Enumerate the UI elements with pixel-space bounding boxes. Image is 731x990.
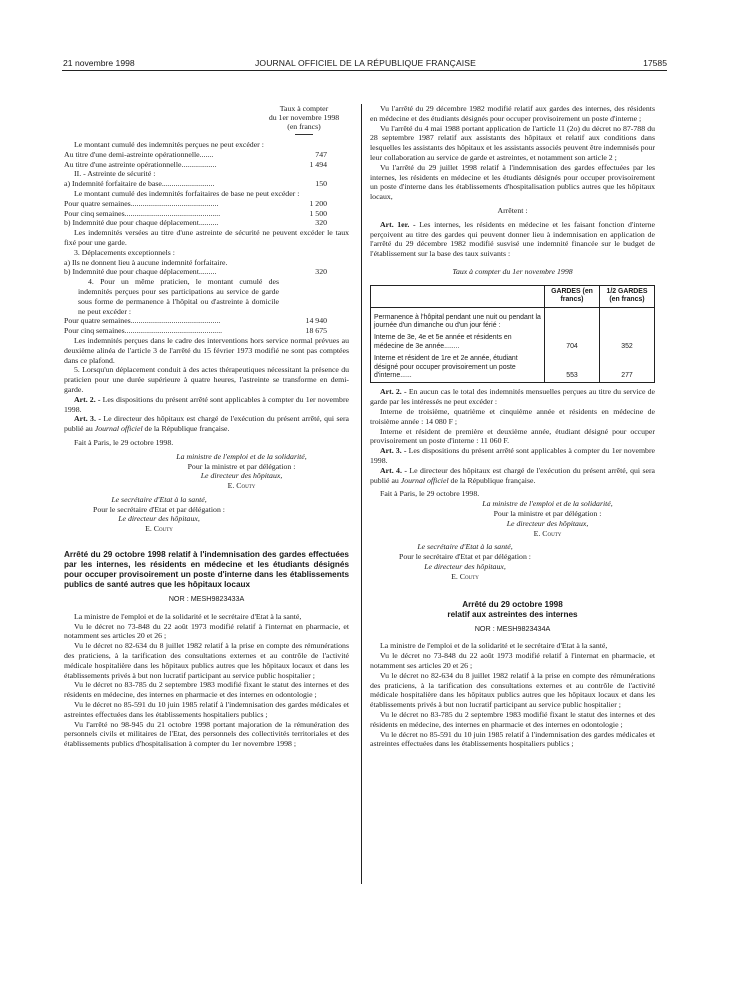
rate-value: 18 675 [305, 326, 327, 336]
signature-line: Le directeur des hôpitaux, [118, 514, 200, 524]
article-2 [64, 395, 349, 415]
article-label: Art. 3. - [380, 446, 407, 456]
paragraph: Vu le décret no 83-785 du 2 septembre 1983 modifié fixant le statut des internes et des résidents en médecine, des internes en pharmacie et des internes en odontologie ; [64, 680, 349, 700]
paragraph: 4. Pour un même praticien, le montant cumulé des indemnités perçues pour ses participations au service de garde sous forme de permanence à l'hôpital ou d'astreinte à domicile ne peut excéder : [78, 277, 279, 316]
signature-name: E. Couty [533, 528, 562, 538]
table-cell-value: 277 [600, 353, 655, 382]
signing-place-date: Fait à Paris, le 29 octobre 1998. [74, 437, 174, 447]
article-4 [370, 466, 655, 486]
rate-value: 1 494 [309, 159, 327, 169]
article-label: Art. 1er. - [380, 219, 416, 229]
rate-row [64, 160, 349, 170]
paragraph: Vu l'arrêté du 29 juillet 1998 relatif à l'indemnisation des gardes effectuées par les internes, les résidents en médecine et les étudiants désignés pour occuper provisoirement un poste d'interne dans les établissements d'hospitalisation publics autres que les hôpitaux locaux, [370, 162, 655, 202]
table-cell-label: Interne et résident de 1re et 2e année, étudiant désigné pour occuper provisoirement un poste d'interne...... [374, 355, 518, 379]
signature-line: Pour la ministre et par délégation : [187, 461, 296, 471]
paragraph: Les indemnités versées au titre d'une astreinte de sécurité ne peuvent excéder le taux fixé pour une garde. [64, 228, 349, 247]
decree-title: Arrêté du 29 octobre 1998 [462, 599, 563, 609]
rate-label: b) Indemnité due pour chaque déplacement.......... [64, 218, 219, 228]
paragraph: Le montant cumulé des indemnités forfaitaires de base ne peut excéder : [74, 188, 300, 198]
article-3 [64, 414, 349, 434]
paragraph: Interne et résident de première et deuxième année, étudiant désigné pour occuper provisoirement un poste d'interne : 11 060 F. [370, 426, 655, 446]
page-number: 17585 [643, 58, 667, 68]
rate-row [64, 199, 349, 209]
signature-block [64, 495, 254, 534]
paragraph: Vu l'arrêté du 29 décembre 1982 modifié relatif aux gardes des internes, des résidents en médecine et des étudiants désignés pour occuper provisoirement un poste d'interne ; [370, 104, 655, 123]
signature-line: Le secrétaire d'Etat à la santé, [111, 494, 207, 504]
nor-reference: NOR : MESH9823434A [474, 623, 551, 633]
rate-header-line: du 1er novembre 1998 [268, 113, 340, 122]
decree-subtitle: relatif aux astreintes des internes [447, 609, 578, 619]
rate-value: 747 [315, 149, 327, 159]
table-cell-label: Interne de 3e, 4e et 5e année et résidents en médecine de 3e année........ [374, 334, 512, 350]
rate-header [254, 104, 354, 135]
table-header-demi-gardes: 1/2 GARDES (en francs) [600, 286, 655, 307]
rate-label: Pour quatre semaines............................................. [64, 198, 219, 208]
rate-row [64, 218, 349, 228]
table-caption: Taux à compter du 1er novembre 1998 [452, 266, 573, 276]
rate-row [64, 209, 349, 219]
paragraph: Vu le décret no 73-848 du 22 août 1973 modifié relatif à l'internat en pharmacie, et notamment ses articles 20 et 26 ; [64, 621, 349, 641]
table-header-gardes: GARDES (en francs) [545, 286, 600, 307]
article-text: de la République française. [448, 475, 536, 485]
signature-line: La ministre de l'emploi et de la solidarité, [482, 499, 613, 509]
page-date: 21 novembre 1998 [63, 58, 135, 68]
nor-reference: NOR : MESH9823433A [168, 594, 245, 604]
paragraph: Le montant cumulé des indemnités perçues ne peut excéder : [74, 140, 264, 149]
article-text: Les dispositions du présent arrêté sont applicables à compter du 1er novembre 1998. [370, 446, 655, 465]
rate-header-dash [295, 134, 313, 135]
paragraph: 5. Lorsqu'un déplacement conduit à des actes thérapeutiques nécessitant la présence du praticien pour une durée supérieure à quatre heures, l'astreinte se transforme en demi-garde. [64, 365, 349, 394]
signature-line: Pour la ministre et par délégation : [493, 508, 602, 518]
rate-row [64, 150, 349, 160]
article-label: Art. 3. - [74, 414, 101, 424]
table-cell-value [600, 307, 655, 332]
article-3 [370, 446, 655, 466]
table-row [371, 307, 654, 332]
rate-label: Au titre d'une demi-astreinte opérationnelle....... [64, 149, 214, 159]
paragraph: Vu l'arrêté no 98-945 du 21 octobre 1998 portant majoration de la rémunération des personnels civils et militaires de l'Etat, des personnels des collectivités territoriales et des établissements publics d'hospitalisation à compter du 1er novembre 1998 ; [64, 719, 349, 749]
table-header-empty [371, 286, 545, 307]
rate-label: Pour cinq semaines................................................. [64, 208, 221, 218]
rate-row [64, 326, 349, 336]
section-heading: II. - Astreinte de sécurité : [74, 169, 156, 179]
rate-row [64, 316, 349, 326]
paragraph: La ministre de l'emploi et de la solidarité et le secrétaire d'Etat à la santé, [380, 641, 608, 651]
paragraph: Vu l'arrêté du 4 mai 1988 portant application de l'article 11 (2o) du décret no 87-788 du 28 septembre 1987 relatif aux assistants des hôpitaux et relatif aux conditions dans lesquelles les assistants des hôpitaux et les assistants associés peuvent être indemnisés pour leur collaboration au service de garde et astreintes, et notamment son article 2 ; [370, 123, 655, 162]
rate-value: 320 [315, 218, 327, 228]
decree-title: Arrêté du 29 octobre 1998 relatif à l'indemnisation des gardes effectuées par les internes, les résidents en médecine et les étudiants désignés pour occuper provisoirement un poste d'interne dans les établissements publics de santé autres que les hôpitaux locaux [64, 550, 349, 590]
paragraph: Vu le décret no 73-848 du 22 août 1973 modifié relatif à l'internat en pharmacie, et notamment ses articles 20 et 26 ; [370, 651, 655, 670]
signature-line: Le directeur des hôpitaux, [200, 471, 283, 481]
table-row [371, 332, 654, 353]
paragraph: Vu le décret no 85-591 du 10 juin 1985 relatif à l'indemnisation des gardes médicales et astreintes effectuées dans les établissements hospitaliers publics ; [64, 700, 349, 719]
rate-label: Pour cinq semaines.................................................. [64, 326, 223, 336]
rate-value: 1 200 [309, 198, 327, 208]
left-column [64, 104, 349, 749]
paragraph: Les indemnités perçues dans le cadre des interventions hors service normal prévues au deuxième alinéa de l'article 3 de l'arrêté du 15 février 1973 modifié ne sont pas comptées dans ce plafond. [64, 335, 349, 365]
article-label: Art. 4. - [380, 465, 407, 475]
signature-line: Le secrétaire d'Etat à la santé, [417, 542, 513, 552]
table-row [371, 353, 654, 382]
signature-name: E. Couty [227, 481, 256, 491]
journal-title: JOURNAL OFFICIEL DE LA RÉPUBLIQUE FRANÇAISE [255, 58, 476, 68]
header-rule [62, 70, 667, 71]
arretent: Arrêtent : [497, 205, 528, 215]
signature-block [370, 499, 655, 538]
paragraph: a) Ils ne donnent lieu à aucune indemnité forfaitaire. [64, 257, 228, 267]
signature-name: E. Couty [451, 571, 479, 581]
article-text: En aucun cas le total des indemnités mensuelles perçues au titre du service de garde par les intéressés ne peut excéder : [370, 387, 656, 407]
article-text: de la République française. [142, 424, 230, 434]
table-cell-label: Permanence à l'hôpital pendant une nuit ou pendant la journée d'un dimanche ou d'un jour férié : [374, 313, 541, 329]
rate-row [64, 267, 349, 277]
signing-place-date: Fait à Paris, le 29 octobre 1998. [380, 489, 480, 499]
table-cell-value: 352 [600, 332, 655, 353]
journal-reference: Journal officiel [94, 424, 143, 434]
signature-line: Pour le secrétaire d'Etat et par délégation : [93, 504, 225, 514]
rate-label: Pour quatre semaines.............................................. [64, 316, 221, 326]
article-label: Art. 2. - [74, 394, 101, 404]
paragraph: Interne de troisième, quatrième et cinquième année et résidents en médecine de troisième année : 14 080 F ; [370, 407, 655, 426]
rate-label: Au titre d'une astreinte opérationnelle.................. [64, 159, 217, 169]
signature-line: Pour le secrétaire d'Etat et par délégation : [399, 552, 531, 562]
rate-value: 150 [315, 179, 327, 189]
table-cell-value: 704 [545, 332, 600, 353]
rate-value: 320 [315, 267, 327, 277]
column-divider [361, 104, 362, 884]
rate-header-line: (en francs) [287, 122, 321, 131]
rate-value: 1 500 [309, 208, 327, 218]
article-label: Art. 2. - [380, 387, 407, 397]
table-cell-value: 553 [545, 353, 600, 382]
paragraph: Vu le décret no 82-634 du 8 juillet 1982 relatif à la prise en compte des rémunérations des praticiens, à la tarification des consultations externes et au contrôle de l'activité médicale hospitalière dans les hôpitaux publics autres que les hôpitaux locaux et dans les établissements privés à but non lucratif participant au service public hospitalier ; [370, 670, 655, 710]
paragraph: Vu le décret no 85-591 du 10 juin 1985 relatif à l'indemnisation des gardes médicales et astreintes effectuées dans les établissements hospitaliers publics ; [370, 729, 655, 749]
article-text: Les internes, les résidents en médecine et les faisant fonction d'interne perçoivent au titre des gardes qui peuvent donner lieu à indemnisation en application de l'arrêté du 29 décembre 1982 modifié susvisé une indemnité financée sur le budget de l'établissement sur la base des taux suivants : [370, 219, 655, 259]
signature-line: La ministre de l'emploi et de la solidarité, [176, 451, 307, 461]
signature-name: E. Couty [145, 524, 173, 534]
article-text: Le directeur des hôpitaux est chargé de l'exécution du présent arrêté, qui sera publié au [64, 414, 349, 434]
paragraph: Vu le décret no 83-785 du 2 septembre 1983 modifié fixant le statut des internes et des résidents en médecine, des internes en pharmacie et des internes en odontologie ; [370, 709, 655, 729]
article-1 [370, 220, 655, 259]
section-heading: 3. Déplacements exceptionnels : [74, 247, 175, 257]
paragraph: Vu le décret no 82-634 du 8 juillet 1982 relatif à la prise en compte des rémunérations des praticiens, à la tarification des consultations externes et au contrôle de l'activité médicale hospitalière dans les hôpitaux publics autres que les hôpitaux locaux et dans les établissements privés à but non lucratif participant au service public hospitalier ; [64, 641, 349, 680]
rate-value: 14 940 [305, 316, 327, 326]
article-2 [370, 387, 655, 407]
signature-block [370, 542, 560, 581]
table-cell-value [545, 307, 600, 332]
right-column [370, 104, 655, 749]
signature-line: Le directeur des hôpitaux, [424, 561, 506, 571]
rate-label: a) Indemnité forfaitaire de base........................... [64, 179, 215, 189]
article-text: Le directeur des hôpitaux est chargé de l'exécution du présent arrêté, qui sera publié au [370, 465, 655, 485]
signature-line: Le directeur des hôpitaux, [506, 518, 589, 528]
rates-table [370, 285, 655, 384]
signature-block [64, 452, 349, 491]
paragraph: La ministre de l'emploi et de la solidarité et le secrétaire d'Etat à la santé, [74, 611, 302, 621]
rate-row [64, 179, 349, 189]
rate-label: b) Indemnité due pour chaque déplacement......... [64, 267, 217, 277]
article-text: Les dispositions du présent arrêté sont applicables à compter du 1er novembre 1998. [64, 394, 349, 414]
journal-reference: Journal officiel [400, 475, 449, 485]
table-header-row [371, 286, 654, 307]
rate-header-line: Taux à compter [279, 104, 329, 113]
